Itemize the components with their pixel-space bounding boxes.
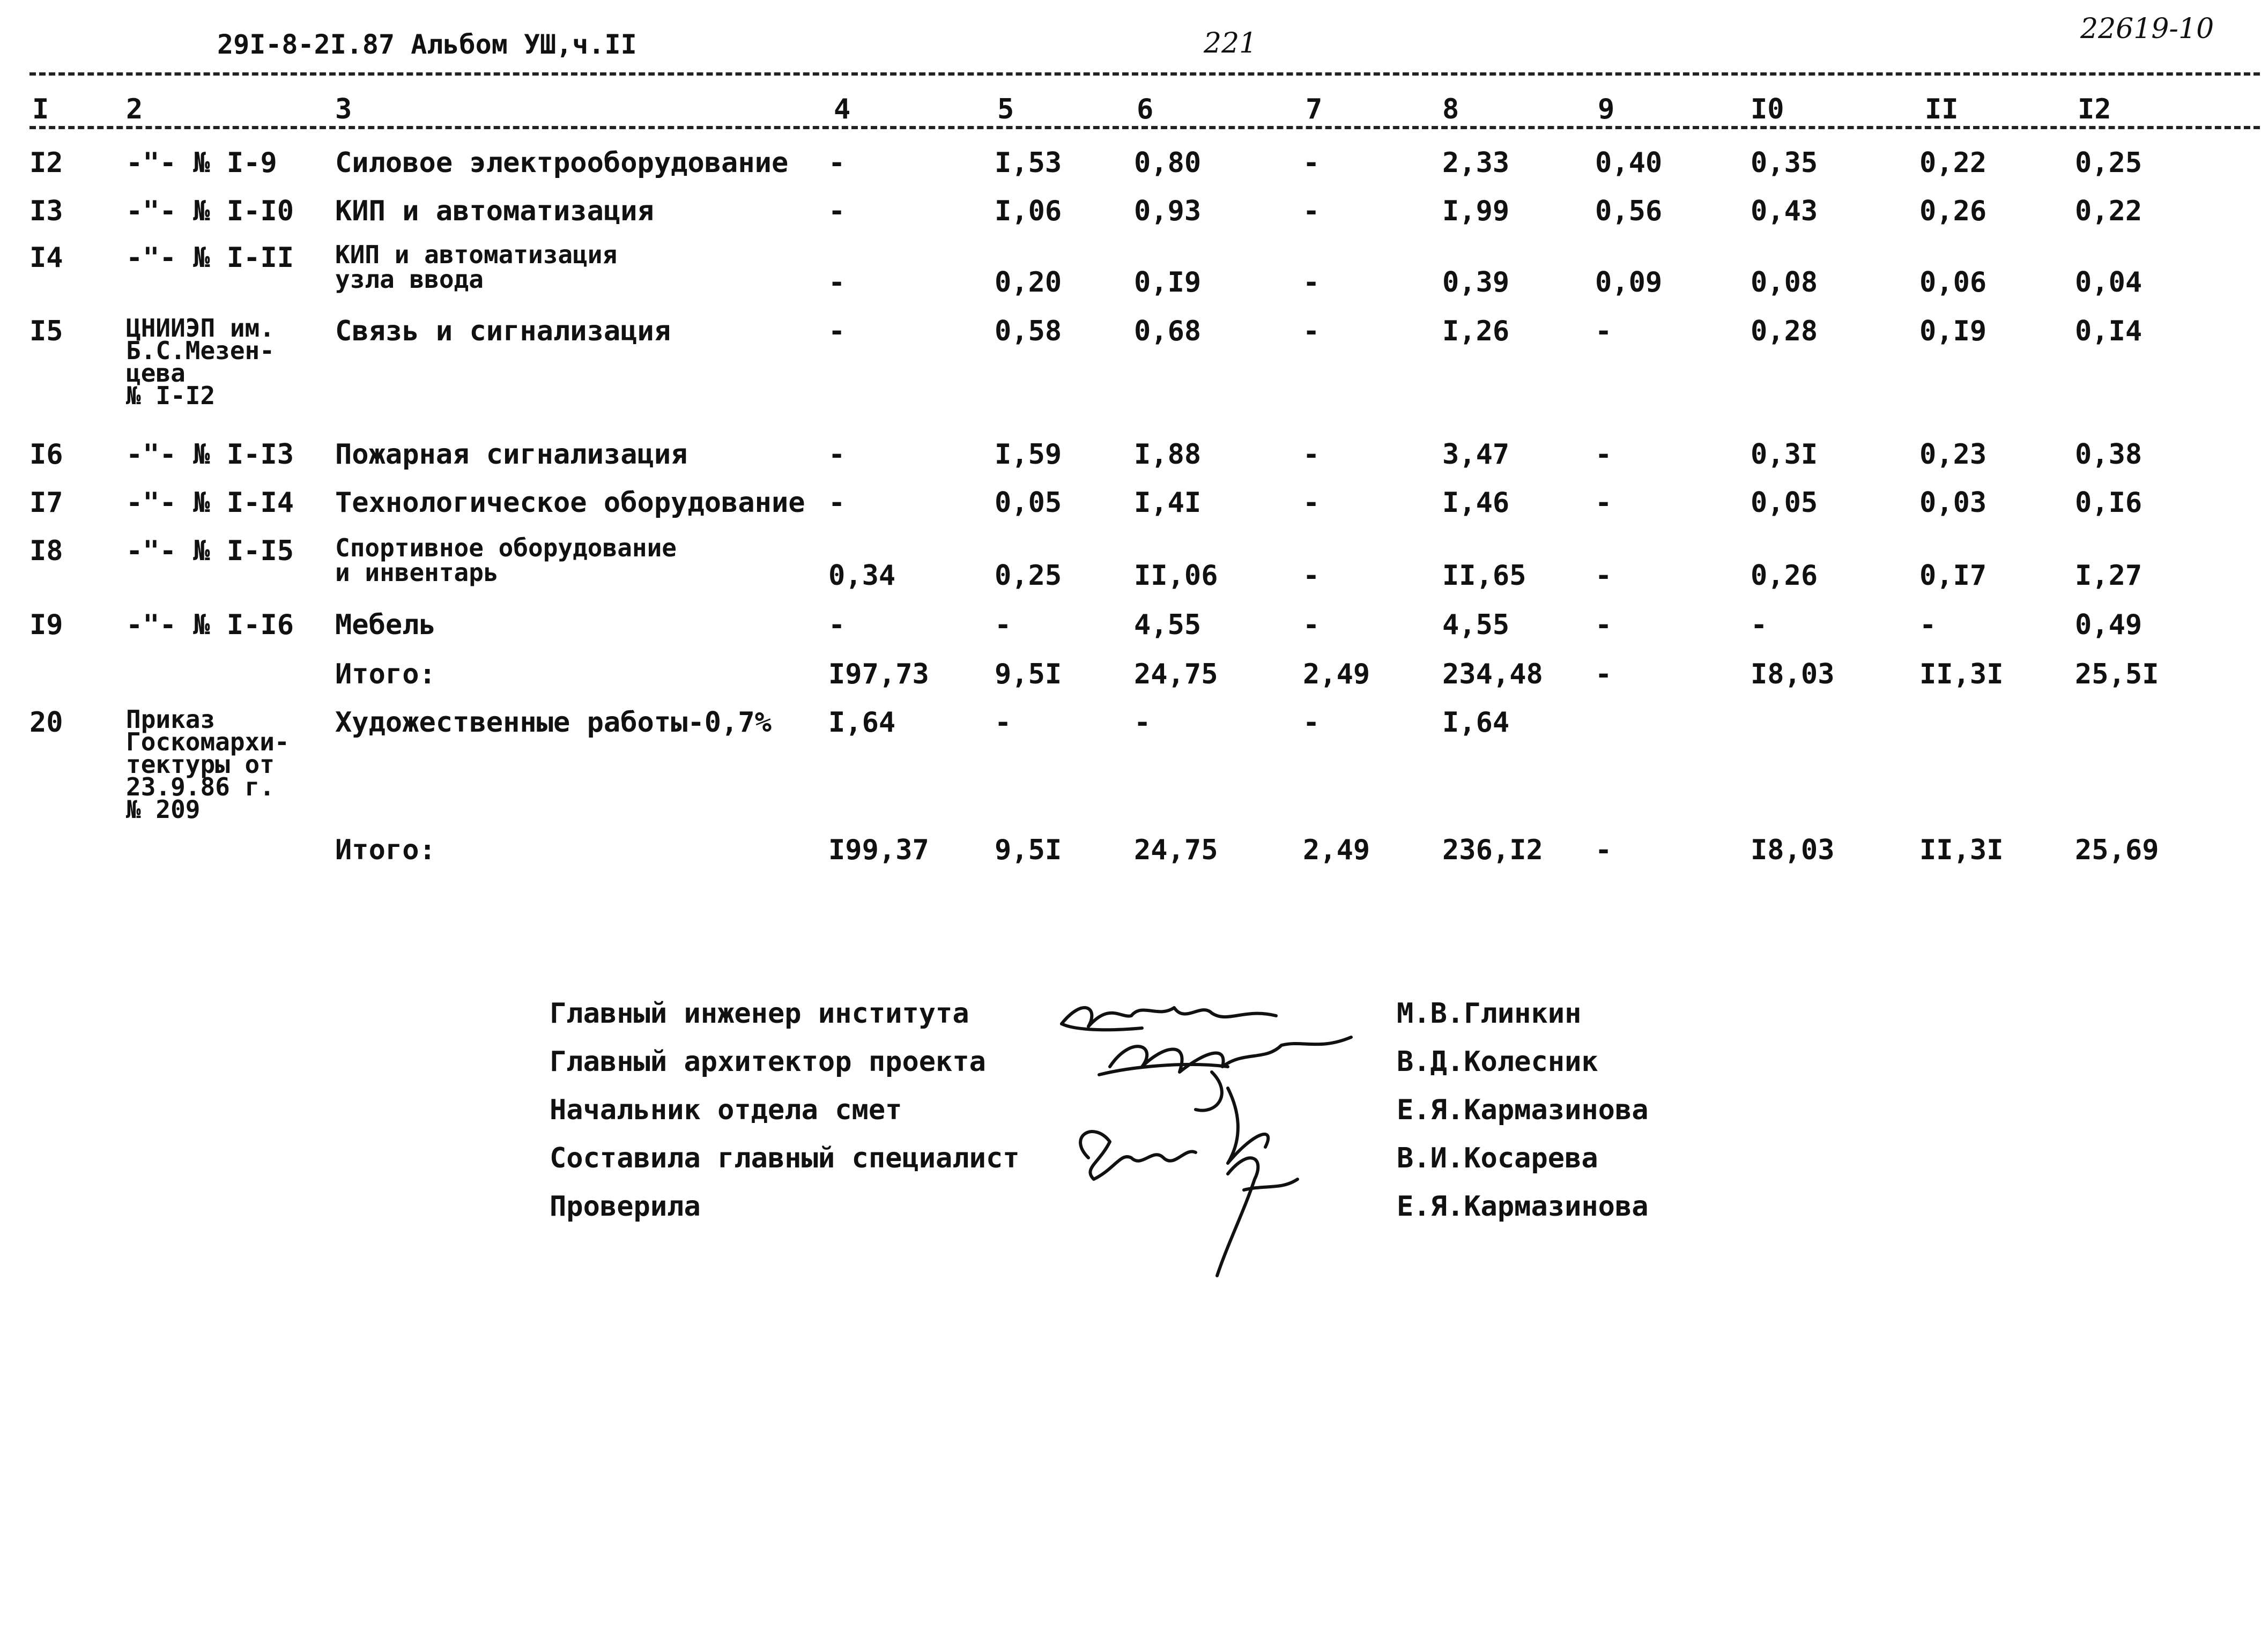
cell-c7: - [1303,195,1320,227]
signature-role: Проверила [550,1190,701,1223]
cell-c11: 0,26 [1919,195,1987,227]
cell-c9: - [1595,487,1612,519]
cell-c7: - [1303,487,1320,519]
row-number: I7 [29,487,63,519]
cell-c8: I,99 [1442,195,1510,227]
cell-c9: - [1595,315,1612,347]
row-name: Технологическое оборудование [335,487,805,519]
inventory-number: 22619-10 [2080,13,2214,45]
cell-c6: 24,75 [1134,658,1218,690]
cell-c4: I,64 [828,706,896,739]
signatory-name: В.Д.Колесник [1397,1046,1598,1078]
cell-c11: 0,I7 [1919,560,1987,592]
row-source: Приказ [126,705,216,734]
cell-c4: I97,73 [828,658,929,690]
cell-c5: 9,5I [995,658,1062,690]
column-number: 5 [997,93,1014,125]
row-source: № 209 [126,795,201,824]
row-source: -"- № I-II [126,242,294,274]
row-source: -"- № I-9 [126,147,277,179]
row-source: -"- № I-I4 [126,487,294,519]
cell-c8: 3,47 [1442,438,1510,471]
cell-c4: - [828,315,846,347]
row-name: Силовое электрооборудование [335,147,789,179]
row-source: цева [126,359,186,388]
cell-c10: - [1751,609,1768,641]
cell-c11: II,3I [1919,658,2004,690]
row-source: Госкомархи- [126,727,290,756]
cell-c10: I8,03 [1751,834,1835,866]
cell-c5: 9,5I [995,834,1062,866]
signatory-name: В.И.Косарева [1397,1142,1598,1174]
header-dashed-rule [29,126,2260,129]
column-number: 9 [1598,93,1615,125]
column-number: I0 [1751,93,1784,125]
cell-c9: - [1595,438,1612,471]
cell-c6: 24,75 [1134,834,1218,866]
cell-c5: I,06 [995,195,1062,227]
cell-c9: 0,56 [1595,195,1663,227]
row-name: Итого: [335,658,436,690]
cell-c7: - [1303,609,1320,641]
cell-c11: - [1919,609,1937,641]
cell-c7: 2,49 [1303,834,1370,866]
signatory-name: Е.Я.Кармазинова [1397,1190,1649,1223]
cell-c8: II,65 [1442,560,1526,592]
cell-c5: 0,05 [995,487,1062,519]
cell-c11: 0,06 [1919,266,1987,299]
column-number: 7 [1306,93,1323,125]
cell-c4: 0,34 [828,560,896,592]
cell-c10: 0,05 [1751,487,1818,519]
cell-c8: 4,55 [1442,609,1510,641]
signatory-name: Е.Я.Кармазинова [1397,1094,1649,1126]
row-name: Мебель [335,609,436,641]
row-name: Итого: [335,834,436,866]
row-number: 20 [29,706,63,739]
column-number: I2 [2078,93,2111,125]
cell-c7: 2,49 [1303,658,1370,690]
cell-c8: 2,33 [1442,147,1510,179]
cell-c5: 0,20 [995,266,1062,299]
cell-c12: I,27 [2075,560,2143,592]
row-name: КИП и автоматизация [335,195,654,227]
cell-c12: 0,I4 [2075,315,2143,347]
cell-c9: 0,09 [1595,266,1663,299]
cell-c9: - [1595,609,1612,641]
cell-c9: - [1595,658,1612,690]
cell-c6: - [1134,706,1151,739]
row-name: Пожарная сигнализация [335,438,688,471]
cell-c7: - [1303,438,1320,471]
cell-c8: I,64 [1442,706,1510,739]
cell-c5: 0,25 [995,560,1062,592]
row-name: и инвентарь [335,558,499,587]
cell-c8: I,26 [1442,315,1510,347]
row-source: 23.9.86 г. [126,772,275,801]
cell-c6: 0,I9 [1134,266,1202,299]
cell-c5: - [995,706,1012,739]
cell-c11: 0,23 [1919,438,1987,471]
cell-c7: - [1303,147,1320,179]
cell-c10: 0,08 [1751,266,1818,299]
row-number: I8 [29,535,63,567]
cell-c12: 0,25 [2075,147,2143,179]
row-name: узла ввода [335,265,484,294]
cell-c7: - [1303,315,1320,347]
signature-role: Главный архитектор проекта [550,1046,986,1078]
cell-c4: - [828,487,846,519]
column-number: 2 [126,93,143,125]
cell-c5: - [995,609,1012,641]
cell-c12: 0,22 [2075,195,2143,227]
cell-c4: I99,37 [828,834,929,866]
cell-c7: - [1303,266,1320,299]
cell-c6: I,4I [1134,487,1202,519]
cell-c6: 0,80 [1134,147,1202,179]
cell-c9: 0,40 [1595,147,1663,179]
cell-c8: 0,39 [1442,266,1510,299]
row-source: Б.С.Мезен- [126,336,275,365]
cell-c11: 0,I9 [1919,315,1987,347]
cell-c7: - [1303,706,1320,739]
cell-c9: - [1595,834,1612,866]
cell-c4: - [828,438,846,471]
cell-c12: 0,I6 [2075,487,2143,519]
cell-c7: - [1303,560,1320,592]
signature-role: Составила главный специалист [550,1142,1020,1174]
cell-c4: - [828,266,846,299]
row-source: -"- № I-I5 [126,535,294,567]
row-number: I3 [29,195,63,227]
row-number: I4 [29,242,63,274]
cell-c11: II,3I [1919,834,2004,866]
signature-role: Начальник отдела смет [550,1094,902,1126]
cell-c6: 0,68 [1134,315,1202,347]
cell-c12: 25,69 [2075,834,2159,866]
row-number: I2 [29,147,63,179]
cell-c8: 236,I2 [1442,834,1543,866]
cell-c10: 0,28 [1751,315,1818,347]
cell-c4: - [828,609,846,641]
signature-role: Главный инженер института [550,998,969,1030]
cell-c8: I,46 [1442,487,1510,519]
row-source: -"- № I-I3 [126,438,294,471]
column-number: 4 [834,93,851,125]
cell-c12: 25,5I [2075,658,2159,690]
cell-c5: I,53 [995,147,1062,179]
row-source: ЦНИИЭП им. [126,314,275,343]
column-number: I [32,93,49,125]
page-number: 221 [1204,27,1257,59]
top-dashed-rule [29,72,2260,76]
album-title: 29I-8-2I.87 Альбом УШ,ч.II [217,29,637,60]
cell-c12: 0,04 [2075,266,2143,299]
cell-c9: - [1595,560,1612,592]
cell-c10: I8,03 [1751,658,1835,690]
cell-c6: 0,93 [1134,195,1202,227]
column-number: 3 [335,93,352,125]
row-source: -"- № I-I6 [126,609,294,641]
cell-c10: 0,43 [1751,195,1818,227]
cell-c4: - [828,147,846,179]
cell-c11: 0,22 [1919,147,1987,179]
column-number: 6 [1137,93,1154,125]
row-name: Спортивное оборудование [335,533,677,562]
cell-c5: 0,58 [995,315,1062,347]
cell-c12: 0,38 [2075,438,2143,471]
cell-c11: 0,03 [1919,487,1987,519]
row-name: Художественные работы-0,7% [335,706,772,739]
row-name: Связь и сигнализация [335,315,671,347]
row-source: № I-I2 [126,381,216,410]
row-number: I5 [29,315,63,347]
handwritten-signatures [1051,986,1383,1286]
cell-c5: I,59 [995,438,1062,471]
signatory-name: М.В.Глинкин [1397,998,1582,1030]
row-name: КИП и автоматизация [335,240,618,269]
column-number: II [1925,93,1959,125]
row-number: I6 [29,438,63,471]
cell-c10: 0,35 [1751,147,1818,179]
cell-c12: 0,49 [2075,609,2143,641]
cell-c8: 234,48 [1442,658,1543,690]
cell-c10: 0,26 [1751,560,1818,592]
cell-c10: 0,3I [1751,438,1818,471]
cell-c6: I,88 [1134,438,1202,471]
row-number: I9 [29,609,63,641]
cell-c6: II,06 [1134,560,1218,592]
row-source: тектуры от [126,750,275,779]
column-number: 8 [1442,93,1459,125]
cell-c6: 4,55 [1134,609,1202,641]
cell-c4: - [828,195,846,227]
row-source: -"- № I-I0 [126,195,294,227]
